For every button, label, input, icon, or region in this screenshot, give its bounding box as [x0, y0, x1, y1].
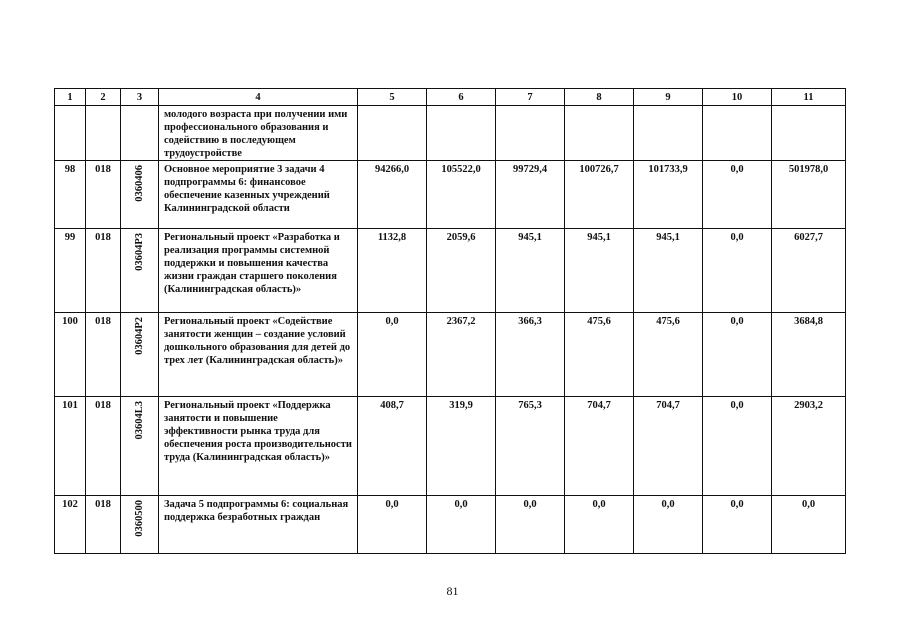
- row-value-8: 100726,7: [565, 161, 634, 229]
- row-value-7: 0,0: [496, 496, 565, 554]
- row-value-7: 99729,4: [496, 161, 565, 229]
- row-value-5: 1132,8: [358, 229, 427, 313]
- row-value-5: 0,0: [358, 313, 427, 397]
- row-value-9: 704,7: [634, 397, 703, 496]
- empty-cell: [121, 106, 159, 161]
- row-number: 99: [55, 229, 86, 313]
- header-cell: 2: [86, 89, 121, 106]
- row-number: 100: [55, 313, 86, 397]
- row-number: 102: [55, 496, 86, 554]
- row-value-8: 0,0: [565, 496, 634, 554]
- row-value-9: 945,1: [634, 229, 703, 313]
- row-value-9: 0,0: [634, 496, 703, 554]
- empty-cell: [55, 106, 86, 161]
- header-row: [55, 89, 846, 106]
- header-cell: 7: [496, 89, 565, 106]
- continuation-row: [55, 106, 846, 161]
- table-row: [55, 161, 846, 229]
- row-code-cell: [121, 229, 159, 313]
- row-value-11: 2903,2: [772, 397, 846, 496]
- header-cell: 3: [121, 89, 159, 106]
- empty-cell: [496, 106, 565, 161]
- row-number: 101: [55, 397, 86, 496]
- row-value-9: 101733,9: [634, 161, 703, 229]
- header-cell: 10: [703, 89, 772, 106]
- row-code-cell: [121, 313, 159, 397]
- row-value-5: 94266,0: [358, 161, 427, 229]
- row-value-11: 6027,7: [772, 229, 846, 313]
- row-value-7: 945,1: [496, 229, 565, 313]
- row-code: 03604P3: [133, 233, 145, 271]
- row-value-8: 475,6: [565, 313, 634, 397]
- row-value-11: 501978,0: [772, 161, 846, 229]
- empty-cell: [86, 106, 121, 161]
- row-value-11: 3684,8: [772, 313, 846, 397]
- row-value-10: 0,0: [703, 161, 772, 229]
- row-number: 98: [55, 161, 86, 229]
- row-value-7: 366,3: [496, 313, 565, 397]
- row-description: молодого возраста при получении ими профессионального образования и содействию в последующем трудоустройстве: [159, 106, 358, 161]
- row-code-cell: [121, 496, 159, 554]
- row-value-10: 0,0: [703, 229, 772, 313]
- row-description: Региональный проект «Поддержка занятости и повышение эффективности рынка труда для обеспечения роста производительности труда (Калининградская область)»: [159, 397, 358, 496]
- header-cell: 6: [427, 89, 496, 106]
- row-value-6: 0,0: [427, 496, 496, 554]
- row-value-6: 105522,0: [427, 161, 496, 229]
- row-col2: 018: [86, 229, 121, 313]
- table-row: [55, 229, 846, 313]
- empty-cell: [703, 106, 772, 161]
- row-value-6: 2059,6: [427, 229, 496, 313]
- row-code: 03604P2: [133, 317, 145, 355]
- row-code-cell: [121, 397, 159, 496]
- header-cell: 4: [159, 89, 358, 106]
- row-description: Основное мероприятие 3 задачи 4 подпрограммы 6: финансовое обеспечение казенных учреждений Калининградской области: [159, 161, 358, 229]
- empty-cell: [772, 106, 846, 161]
- table-row: [55, 313, 846, 397]
- table-row: [55, 397, 846, 496]
- header-cell: 9: [634, 89, 703, 106]
- table-row: [55, 496, 846, 554]
- empty-cell: [634, 106, 703, 161]
- row-value-7: 765,3: [496, 397, 565, 496]
- row-value-8: 704,7: [565, 397, 634, 496]
- row-value-11: 0,0: [772, 496, 846, 554]
- header-cell: 5: [358, 89, 427, 106]
- empty-cell: [358, 106, 427, 161]
- row-col2: 018: [86, 496, 121, 554]
- empty-cell: [565, 106, 634, 161]
- row-value-5: 408,7: [358, 397, 427, 496]
- budget-table: [54, 88, 846, 554]
- row-value-6: 319,9: [427, 397, 496, 496]
- row-value-5: 0,0: [358, 496, 427, 554]
- row-value-10: 0,0: [703, 397, 772, 496]
- row-code: 03604L3: [133, 401, 145, 440]
- row-col2: 018: [86, 161, 121, 229]
- row-col2: 018: [86, 397, 121, 496]
- row-col2: 018: [86, 313, 121, 397]
- page-number: 81: [446, 584, 459, 598]
- header-cell: 11: [772, 89, 846, 106]
- empty-cell: [427, 106, 496, 161]
- row-value-8: 945,1: [565, 229, 634, 313]
- row-value-6: 2367,2: [427, 313, 496, 397]
- row-description: Региональный проект «Содействие занятости женщин – создание условий дошкольного образования для детей до трех лет (Калининградская область)»: [159, 313, 358, 397]
- row-code: 0360406: [133, 165, 145, 202]
- row-code: 0360500: [133, 500, 145, 537]
- header-cell: 8: [565, 89, 634, 106]
- row-code-cell: [121, 161, 159, 229]
- row-description: Региональный проект «Разработка и реализация программы системной поддержки и повышения качества жизни граждан старшего поколения (Калининградская область)»: [159, 229, 358, 313]
- header-cell: 1: [55, 89, 86, 106]
- row-value-10: 0,0: [703, 496, 772, 554]
- row-value-10: 0,0: [703, 313, 772, 397]
- row-description: Задача 5 подпрограммы 6: социальная поддержка безработных граждан: [159, 496, 358, 554]
- row-value-9: 475,6: [634, 313, 703, 397]
